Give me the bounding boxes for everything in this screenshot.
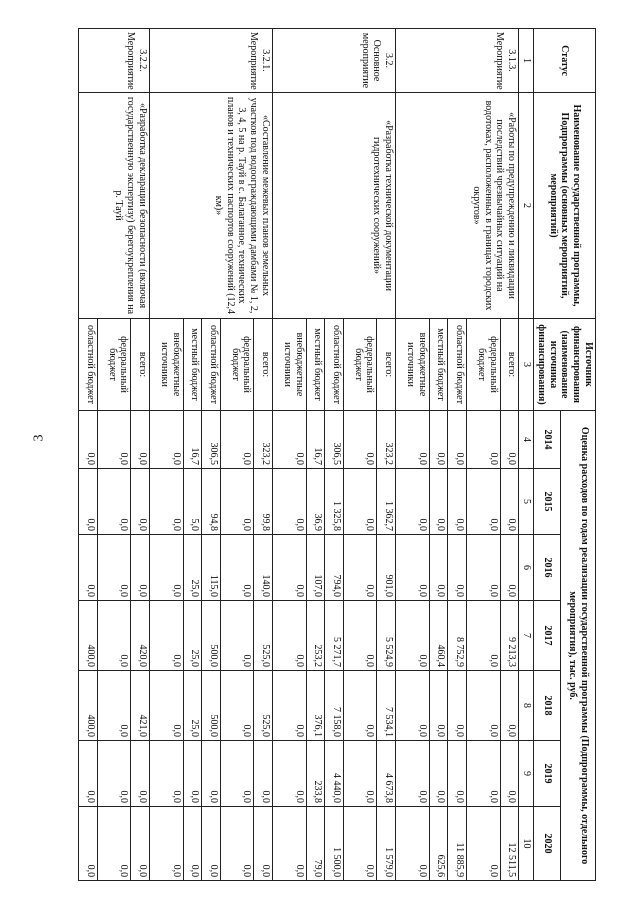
header-source: Источник финансирования (наименование источника финансирования)	[534, 319, 596, 411]
amount-cell: 0,0	[131, 741, 150, 807]
amount-cell: 0,0	[79, 807, 98, 881]
amount-cell: 140,0	[254, 535, 273, 601]
amount-cell: 0,0	[467, 807, 501, 881]
amount-cell: 0,0	[273, 535, 307, 601]
funding-source: всего:	[377, 319, 396, 411]
amount-cell: 5,0	[183, 469, 202, 535]
amount-cell: 0,0	[429, 469, 448, 535]
table-row	[254, 29, 273, 881]
amount-cell: 525,0	[254, 671, 273, 741]
amount-cell: 0,0	[202, 741, 221, 807]
amount-cell: 0,0	[150, 535, 184, 601]
header-year: 2017	[534, 601, 561, 671]
amount-cell: 0,0	[467, 741, 501, 807]
amount-cell: 0,0	[97, 469, 131, 535]
index-cell: 2	[519, 93, 534, 319]
amount-cell: 11 885,9	[448, 807, 467, 881]
amount-cell: 0,0	[97, 671, 131, 741]
funding-source: внебюджетные источники	[150, 319, 184, 411]
amount-cell: 1 500,0	[325, 807, 344, 881]
amount-cell: 5 271,7	[325, 601, 344, 671]
item-code: 3.2.2.	[137, 49, 149, 72]
index-cell: 1	[519, 29, 534, 93]
amount-cell: 0,0	[500, 469, 519, 535]
amount-cell: 99,8	[254, 469, 273, 535]
header-year: 2015	[534, 469, 561, 535]
amount-cell: 306,5	[325, 411, 344, 469]
amount-cell: 400,0	[79, 671, 98, 741]
status-cell	[79, 29, 150, 93]
amount-cell: 306,5	[202, 411, 221, 469]
amount-cell: 0,0	[396, 411, 430, 469]
amount-cell: 0,0	[150, 807, 184, 881]
amount-cell: 4 440,0	[325, 741, 344, 807]
item-name: «Разработка декларации безопасности (включая государственную экспертизу) берегоукрепления на р. Тауй	[79, 93, 150, 319]
amount-cell: 115,0	[202, 535, 221, 601]
amount-cell: 0,0	[500, 535, 519, 601]
amount-cell: 0,0	[396, 601, 430, 671]
funding-source: областной бюджет	[79, 319, 98, 411]
amount-cell: 0,0	[131, 411, 150, 469]
amount-cell: 0,0	[343, 807, 377, 881]
funding-source: федеральный бюджет	[467, 319, 501, 411]
amount-cell: 0,0	[429, 741, 448, 807]
amount-cell: 0,0	[396, 741, 430, 807]
amount-cell: 0,0	[220, 535, 254, 601]
amount-cell: 7 158,0	[325, 671, 344, 741]
funding-source: местный бюджет	[429, 319, 448, 411]
index-cell: 9	[519, 741, 534, 807]
amount-cell: 500,0	[202, 671, 221, 741]
amount-cell: 323,2	[377, 411, 396, 469]
funding-source: областной бюджет	[325, 319, 344, 411]
amount-cell: 0,0	[396, 469, 430, 535]
rotated-page	[80, 28, 596, 880]
amount-cell: 0,0	[343, 469, 377, 535]
header-estimate: Оценка расходов по годам реализации государственной программы (Подпрограммы, отдельного мероприятия), тыс. руб.	[560, 411, 595, 881]
amount-cell: 0,0	[220, 601, 254, 671]
amount-cell: 0,0	[150, 469, 184, 535]
amount-cell: 0,0	[131, 807, 150, 881]
amount-cell: 8 752,9	[448, 601, 467, 671]
header-status: Статус	[534, 29, 596, 93]
amount-cell: 0,0	[343, 741, 377, 807]
amount-cell: 0,0	[97, 807, 131, 881]
amount-cell: 0,0	[273, 411, 307, 469]
amount-cell: 0,0	[467, 469, 501, 535]
item-status: 3.2. Основное мероприятие	[359, 32, 395, 89]
amount-cell: 25,0	[183, 671, 202, 741]
status-cell	[396, 29, 519, 93]
amount-cell: 0,0	[273, 469, 307, 535]
amount-cell: 525,0	[254, 601, 273, 671]
amount-cell: 0,0	[343, 671, 377, 741]
amount-cell: 460,4	[429, 601, 448, 671]
amount-cell: 94,8	[202, 469, 221, 535]
item-status: Мероприятие	[248, 32, 260, 90]
amount-cell: 25,0	[183, 535, 202, 601]
index-cell: 10	[519, 807, 534, 881]
amount-cell: 500,0	[202, 601, 221, 671]
amount-cell: 4 673,8	[377, 741, 396, 807]
amount-cell: 0,0	[343, 601, 377, 671]
funding-source: всего:	[254, 319, 273, 411]
amount-cell: 0,0	[97, 411, 131, 469]
amount-cell: 0,0	[273, 671, 307, 741]
header-name: Наименование государственной программы, Подпрограммы (основных мероприятий, мероприятий)	[534, 93, 596, 319]
item-status: Мероприятие	[125, 32, 137, 90]
header-year: 2014	[534, 411, 561, 469]
index-cell: 7	[519, 601, 534, 671]
amount-cell: 253,2	[306, 601, 325, 671]
amount-cell: 0,0	[220, 469, 254, 535]
amount-cell: 0,0	[273, 741, 307, 807]
funding-source: федеральный бюджет	[97, 319, 131, 411]
item-code: 3.2.1.	[260, 49, 272, 72]
amount-cell: 0,0	[448, 535, 467, 601]
amount-cell: 0,0	[79, 411, 98, 469]
amount-cell: 0,0	[429, 671, 448, 741]
amount-cell: 0,0	[79, 535, 98, 601]
amount-cell: 0,0	[500, 411, 519, 469]
amount-cell: 12 511,5	[500, 807, 519, 881]
amount-cell: 0,0	[150, 411, 184, 469]
index-cell: 4	[519, 411, 534, 469]
amount-cell: 0,0	[254, 807, 273, 881]
amount-cell: 0,0	[150, 671, 184, 741]
amount-cell: 5 524,9	[377, 601, 396, 671]
index-cell: 3	[519, 319, 534, 411]
funding-source: областной бюджет	[202, 319, 221, 411]
amount-cell: 0,0	[220, 741, 254, 807]
funding-source: федеральный бюджет	[343, 319, 377, 411]
item-name: «Составление межевых планов земельных участков под водоограждающими дамбами № 1, 2, 3, 4, 5 на р. Тауй в с. Балаганное, технических планов и технических паспортов сооружений (12,4 км)»	[150, 93, 273, 319]
amount-cell: 0,0	[183, 807, 202, 881]
amount-cell: 0,0	[467, 535, 501, 601]
amount-cell: 0,0	[220, 411, 254, 469]
amount-cell: 625,6	[429, 807, 448, 881]
status-cell	[150, 29, 273, 93]
amount-cell: 0,0	[396, 535, 430, 601]
amount-cell: 0,0	[220, 671, 254, 741]
item-status: Мероприятие	[494, 32, 506, 90]
amount-cell: 0,0	[150, 601, 184, 671]
amount-cell: 0,0	[343, 411, 377, 469]
index-cell: 5	[519, 469, 534, 535]
amount-cell: 0,0	[429, 411, 448, 469]
amount-cell: 0,0	[254, 741, 273, 807]
amount-cell: 0,0	[273, 601, 307, 671]
amount-cell: 0,0	[396, 671, 430, 741]
amount-cell: 0,0	[467, 671, 501, 741]
header-year: 2020	[534, 807, 561, 881]
amount-cell: 0,0	[183, 741, 202, 807]
amount-cell: 16,7	[306, 411, 325, 469]
table-row	[131, 29, 150, 881]
amount-cell: 7 534,1	[377, 671, 396, 741]
amount-cell: 421,0	[131, 671, 150, 741]
amount-cell: 233,8	[306, 741, 325, 807]
amount-cell: 0,0	[202, 807, 221, 881]
amount-cell: 1 579,0	[377, 807, 396, 881]
amount-cell: 400,0	[79, 601, 98, 671]
amount-cell: 0,0	[79, 741, 98, 807]
index-cell: 6	[519, 535, 534, 601]
amount-cell: 25,0	[183, 601, 202, 671]
table-row	[377, 29, 396, 881]
amount-cell: 0,0	[220, 807, 254, 881]
amount-cell: 0,0	[448, 671, 467, 741]
amount-cell: 420,0	[131, 601, 150, 671]
funding-source: всего:	[131, 319, 150, 411]
funding-source: местный бюджет	[306, 319, 325, 411]
amount-cell: 0,0	[150, 741, 184, 807]
amount-cell: 0,0	[448, 469, 467, 535]
header-year: 2018	[534, 671, 561, 741]
amount-cell: 79,0	[306, 807, 325, 881]
amount-cell: 0,0	[448, 741, 467, 807]
amount-cell: 0,0	[467, 601, 501, 671]
amount-cell: 901,0	[377, 535, 396, 601]
amount-cell: 9 213,3	[500, 601, 519, 671]
amount-cell: 16,7	[183, 411, 202, 469]
amount-cell: 0,0	[97, 535, 131, 601]
funding-source: местный бюджет	[183, 319, 202, 411]
funding-source: внебюджетные источники	[273, 319, 307, 411]
status-cell	[273, 29, 396, 93]
amount-cell: 376,1	[306, 671, 325, 741]
amount-cell: 0,0	[343, 535, 377, 601]
amount-cell: 0,0	[396, 807, 430, 881]
amount-cell: 0,0	[429, 535, 448, 601]
amount-cell: 0,0	[273, 807, 307, 881]
amount-cell: 36,9	[306, 469, 325, 535]
table-row	[500, 29, 519, 881]
amount-cell: 1 325,8	[325, 469, 344, 535]
amount-cell: 0,0	[97, 601, 131, 671]
amount-cell: 0,0	[500, 741, 519, 807]
amount-cell: 794,0	[325, 535, 344, 601]
amount-cell: 323,2	[254, 411, 273, 469]
funding-source: внебюджетные источники	[396, 319, 430, 411]
item-name: «Работы по предупреждению и ликвидации последствий чрезвычайных ситуаций на водотоках, расположенных в границах городских округов»	[396, 93, 519, 319]
amount-cell: 0,0	[467, 411, 501, 469]
amount-cell: 0,0	[131, 469, 150, 535]
header-year: 2016	[534, 535, 561, 601]
amount-cell: 0,0	[79, 469, 98, 535]
item-name: «Разработка технической документации гидротехнических сооружений»	[273, 93, 396, 319]
funding-source: федеральный бюджет	[220, 319, 254, 411]
amount-cell: 0,0	[131, 535, 150, 601]
amount-cell: 107,0	[306, 535, 325, 601]
amount-cell: 0,0	[97, 741, 131, 807]
page-number: 3	[31, 434, 47, 442]
amount-cell: 0,0	[500, 671, 519, 741]
funding-source: областной бюджет	[448, 319, 467, 411]
item-code: 3.1.3.	[506, 49, 518, 72]
budget-table	[78, 28, 596, 881]
index-cell: 8	[519, 671, 534, 741]
header-year: 2019	[534, 741, 561, 807]
funding-source: всего:	[500, 319, 519, 411]
table-body	[79, 29, 519, 881]
amount-cell: 1 362,7	[377, 469, 396, 535]
amount-cell: 0,0	[448, 411, 467, 469]
